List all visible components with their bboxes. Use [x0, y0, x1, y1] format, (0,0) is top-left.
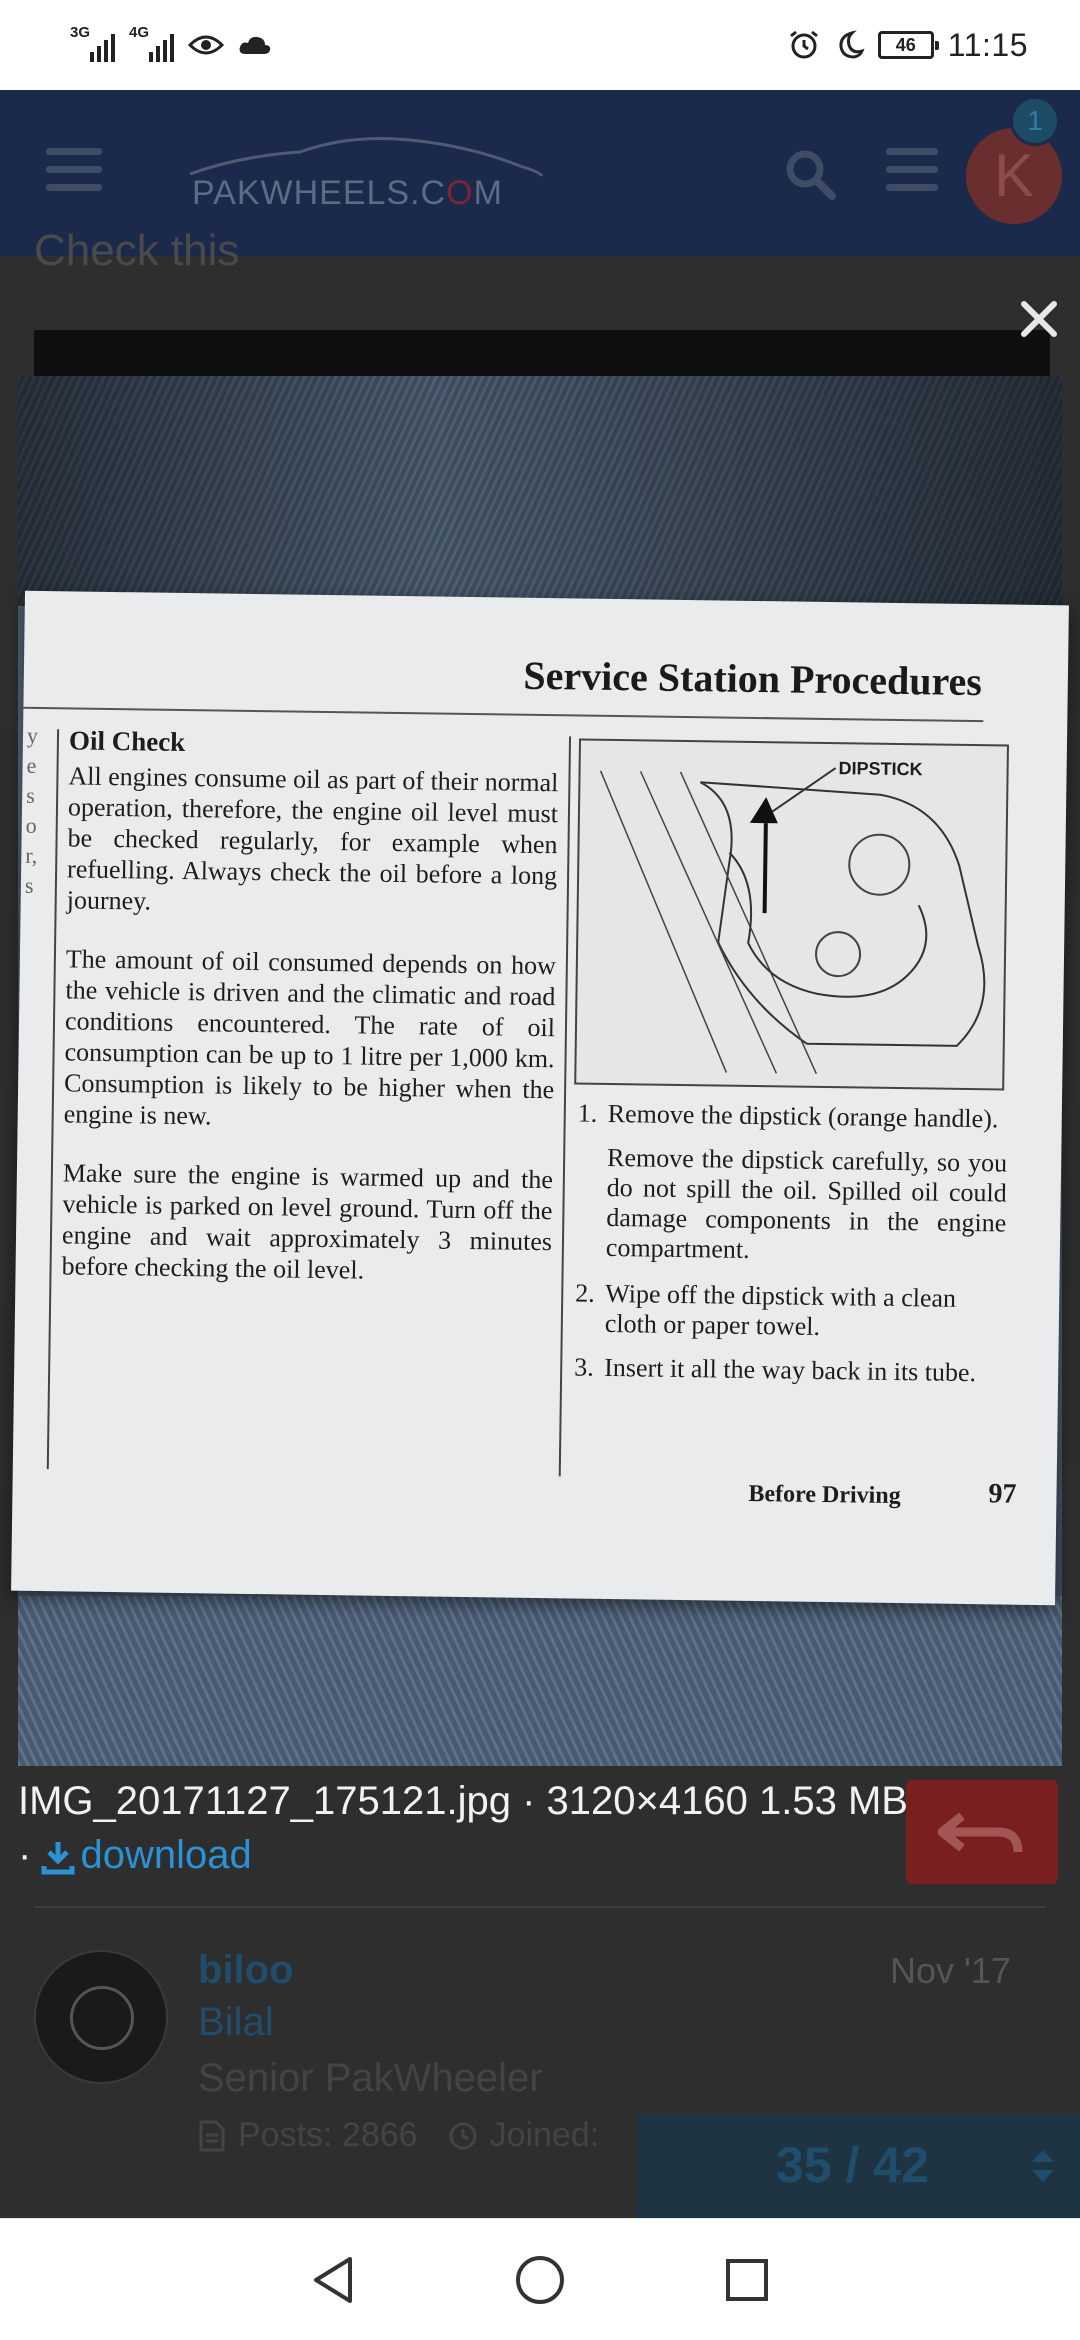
pakwheels-logo[interactable]	[180, 130, 550, 220]
left-margin-letters: y e s o r, s	[24, 722, 39, 898]
posts-count: Posts: 2866	[238, 2116, 418, 2154]
moon-icon	[834, 30, 864, 60]
post-avatar[interactable]	[34, 1950, 168, 2084]
manual-heading: Service Station Procedures	[523, 652, 983, 705]
signal-icon	[129, 24, 174, 62]
mercedes-logo-icon	[70, 1986, 134, 2050]
manual-right-column	[574, 1099, 1008, 1403]
post-rank: Senior PakWheeler	[198, 2056, 543, 2100]
step-note: Remove the dipstick carefully, so you do not spill the oil. Spilled oil could damage components in the engine compartment.	[605, 1142, 1008, 1264]
logo-text: PAKWHEELS.COM	[192, 174, 503, 212]
user-avatar[interactable]: K	[966, 128, 1062, 224]
step-item: 1. Remove the dipstick (orange handle).	[577, 1098, 999, 1134]
manual-page-number: 97	[988, 1478, 1017, 1510]
step-item: 2. Wipe off the dipstick with a clean cloth or paper towel.	[575, 1278, 957, 1341]
post-meta	[198, 2116, 599, 2155]
battery-icon	[878, 31, 934, 59]
paragraph: Make sure the engine is warmed up and the vehicle is parked on level ground. Turn off the engine and wait approximately 3 minutes before checking the oil level.	[61, 1158, 554, 1285]
status-right	[788, 27, 1028, 64]
photo-background-bottom	[18, 1596, 1062, 1766]
document-icon	[198, 2119, 226, 2153]
post-divider	[34, 1906, 1046, 1908]
signal-icon	[70, 24, 115, 62]
file-info: IMG_20171127_175121.jpg · 3120×4160 1.53 MB	[18, 1779, 908, 1823]
figure-label: DIPSTICK	[838, 758, 923, 780]
hamburger-menu-icon[interactable]	[46, 148, 102, 192]
post-preview-text: Check this	[34, 226, 240, 275]
joined-label: Joined:	[489, 2116, 600, 2154]
paragraph: All engines consume oil as part of their normal operation, therefore, the engine oil level must be checked regularly, for example when refuelling. Always check the oil before a long journey.	[66, 761, 559, 916]
topic-progress[interactable]	[636, 2114, 1080, 2218]
menu-icon[interactable]	[886, 148, 938, 192]
download-label: download	[80, 1833, 252, 1877]
post-fullname: Bilal	[198, 2000, 274, 2044]
search-icon[interactable]	[782, 146, 838, 202]
image-caption	[18, 1774, 998, 1882]
recents-square-icon	[724, 2257, 770, 2303]
step-item: 3. Insert it all the way back in its tube.	[574, 1352, 977, 1388]
progress-count: 35 / 42	[776, 2137, 929, 2193]
lightbox-image[interactable]	[18, 376, 1062, 1766]
manual-page	[11, 591, 1069, 1605]
back-button[interactable]	[298, 2245, 368, 2315]
system-nav-bar	[0, 2218, 1080, 2340]
cloud-icon	[238, 34, 272, 56]
expand-arrows-icon	[1028, 2144, 1058, 2188]
alarm-icon	[788, 29, 820, 61]
status-left	[70, 24, 272, 62]
post-username[interactable]: biloo	[198, 1948, 294, 1992]
heading-rule	[23, 707, 983, 722]
paragraph: The amount of oil consumed depends on how the vehicle is driven and the climatic and road conditions encountered. The rate of oil consumption can be up to 1 litre per 1,000 km. Consumption is likely to be higher when the engine is new.	[63, 944, 557, 1131]
post-date[interactable]: Nov '17	[890, 1950, 1011, 1991]
engine-diagram-icon	[576, 741, 1007, 1089]
status-bar	[0, 0, 1080, 90]
home-circle-icon	[514, 2254, 566, 2306]
recents-button[interactable]	[712, 2245, 782, 2315]
notification-badge[interactable]: 1	[1010, 96, 1060, 146]
back-triangle-icon	[310, 2255, 356, 2305]
battery-level: 46	[895, 35, 916, 55]
network-type-2: 4G	[129, 24, 150, 41]
download-icon	[42, 1840, 74, 1874]
clock: 11:15	[947, 26, 1028, 63]
download-link[interactable]	[42, 1833, 251, 1877]
eye-icon	[188, 33, 224, 57]
close-icon[interactable]	[1016, 296, 1062, 342]
dipstick-figure	[574, 739, 1009, 1091]
manual-footer: Before Driving	[748, 1480, 901, 1510]
clock-icon	[448, 2121, 478, 2151]
section-title: Oil Check	[68, 725, 186, 758]
network-type-1: 3G	[70, 24, 91, 41]
caption-separator: ·	[18, 1833, 32, 1877]
home-button[interactable]	[505, 2245, 575, 2315]
manual-left-column	[61, 725, 559, 1316]
